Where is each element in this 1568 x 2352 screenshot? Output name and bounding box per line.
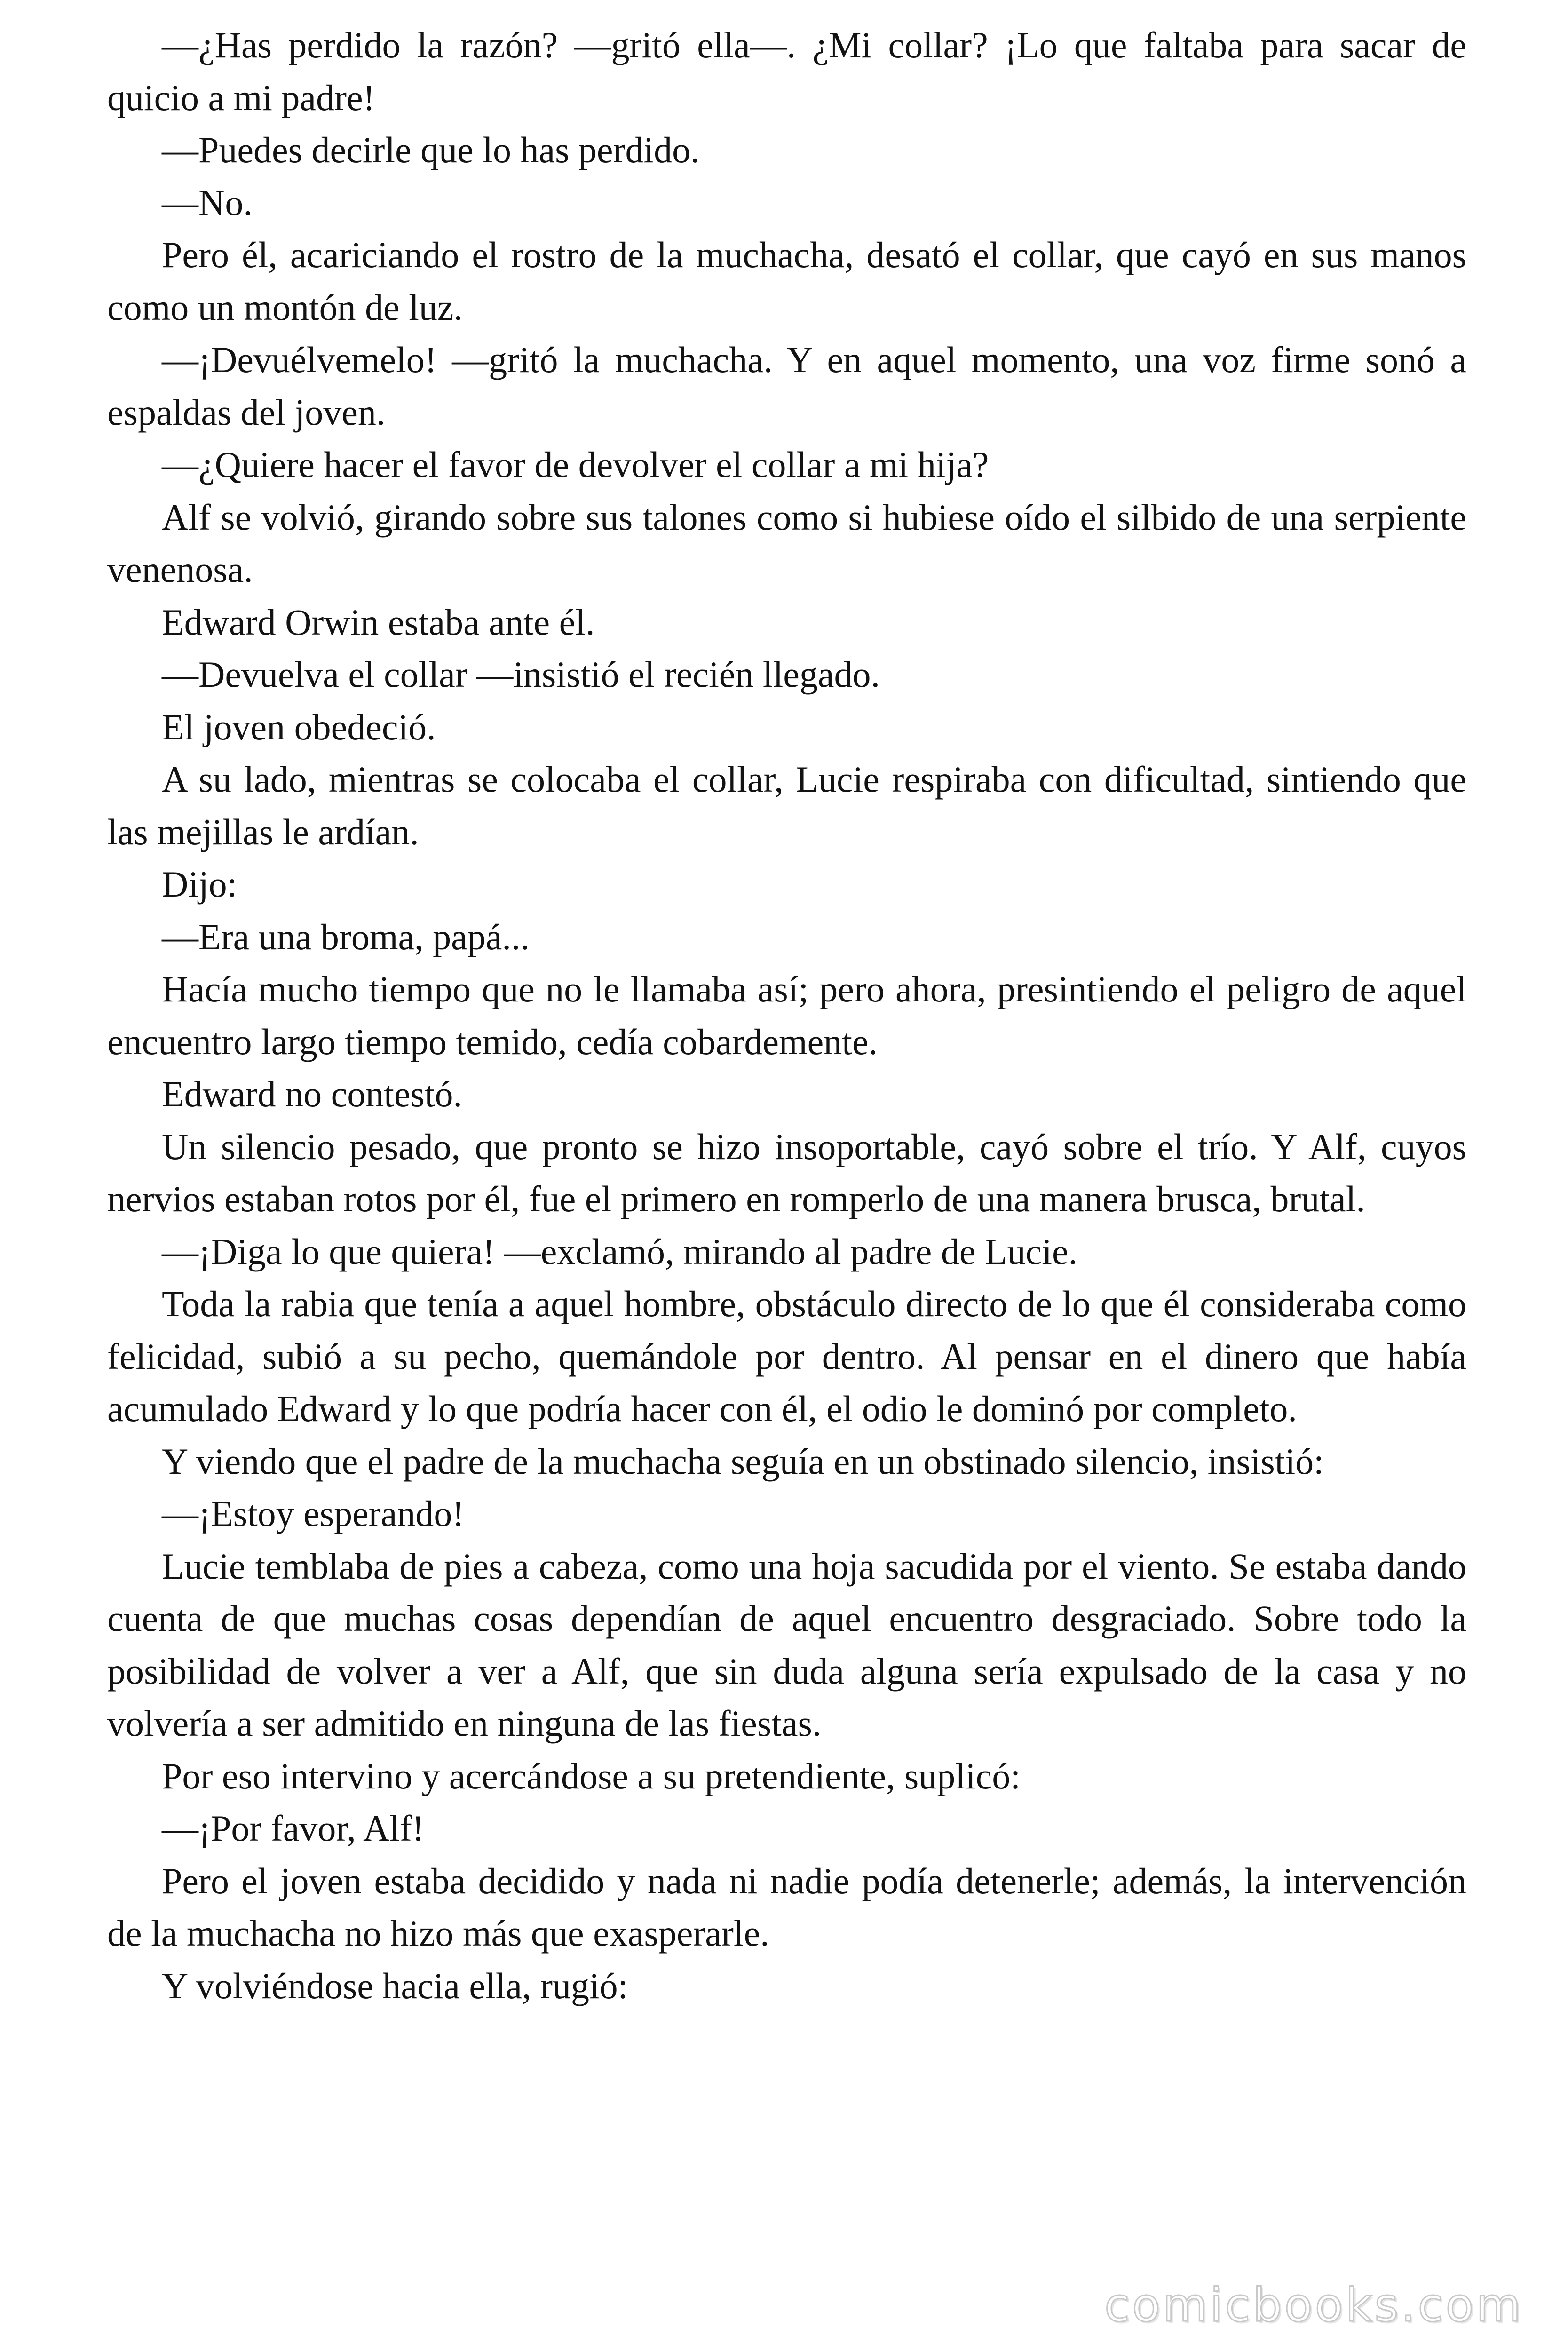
paragraph: —¡Devuélvemelo! —gritó la muchacha. Y en aquel momento, una voz firme sonó a espaldas del joven.: [107, 339, 1466, 433]
paragraph: Por eso intervino y acercándose a su pretendiente, suplicó:: [162, 1755, 1021, 1796]
paragraph: Edward Orwin estaba ante él.: [162, 601, 595, 643]
paragraph: Y viendo que el padre de la muchacha seguía en un obstinado silencio, insistió:: [162, 1440, 1324, 1482]
paragraph: —¿Quiere hacer el favor de devolver el collar a mi hija?: [162, 444, 989, 485]
paragraph: —Devuelva el collar —insistió el recién llegado.: [162, 654, 880, 695]
paragraph: Pero el joven estaba decidido y nada ni nadie podía detenerle; además, la intervención de la muchacha no hizo más que exasperarle.: [107, 1860, 1466, 1954]
paragraph: Pero él, acariciando el rostro de la muchacha, desató el collar, que cayó en sus manos como un montón de luz.: [107, 234, 1466, 328]
watermark: comicbooks.com: [1104, 2279, 1523, 2332]
paragraph: Alf se volvió, girando sobre sus talones como si hubiese oído el silbido de una serpiente venenosa.: [107, 496, 1466, 590]
paragraph: A su lado, mientras se colocaba el collar, Lucie respiraba con dificultad, sintiendo que las mejillas le ardían.: [107, 759, 1466, 852]
paragraph: —No.: [162, 182, 253, 223]
paragraph: —Era una broma, papá...: [162, 916, 530, 957]
paragraph: Edward no contestó.: [162, 1073, 463, 1114]
paragraph: Y volviéndose hacia ella, rugió:: [162, 1965, 628, 2006]
paragraph: Dijo:: [162, 864, 238, 905]
paragraph: Un silencio pesado, que pronto se hizo insoportable, cayó sobre el trío. Y Alf, cuyos nervios estaban rotos por él, fue el primero en romperlo de una manera brusca, brutal.: [107, 1126, 1466, 1219]
paragraph: Lucie temblaba de pies a cabeza, como una hoja sacudida por el viento. Se estaba dando cuenta de que muchas cosas dependían de aquel encuentro desgraciado. Sobre todo la posibilidad de volver a ver a Alf, que sin duda alguna sería expulsado de la casa y no volvería a ser admitido en ninguna de las fiestas.: [107, 1545, 1466, 1744]
paragraph: —¿Has perdido la razón? —gritó ella—. ¿Mi collar? ¡Lo que faltaba para sacar de quicio a mi padre!: [107, 24, 1466, 118]
paragraph: Hacía mucho tiempo que no le llamaba así; pero ahora, presintiendo el peligro de aquel encuentro largo tiempo temido, cedía cobardemente.: [107, 969, 1466, 1062]
paragraph: Toda la rabia que tenía a aquel hombre, obstáculo directo de lo que él consideraba como felicidad, subió a su pecho, quemándole por dentro. Al pensar en el dinero que había acumulado Edward y lo que podría hacer con él, el odio le dominó por completo.: [107, 1283, 1466, 1429]
page-text: [107, 19, 1466, 2012]
paragraph: El joven obedeció.: [162, 706, 436, 747]
paragraph: —Puedes decirle que lo has perdido.: [162, 129, 700, 170]
paragraph: —¡Por favor, Alf!: [162, 1808, 424, 1849]
paragraph: —¡Diga lo que quiera! —exclamó, mirando al padre de Lucie.: [162, 1231, 1078, 1272]
paragraph: —¡Estoy esperando!: [162, 1493, 465, 1534]
